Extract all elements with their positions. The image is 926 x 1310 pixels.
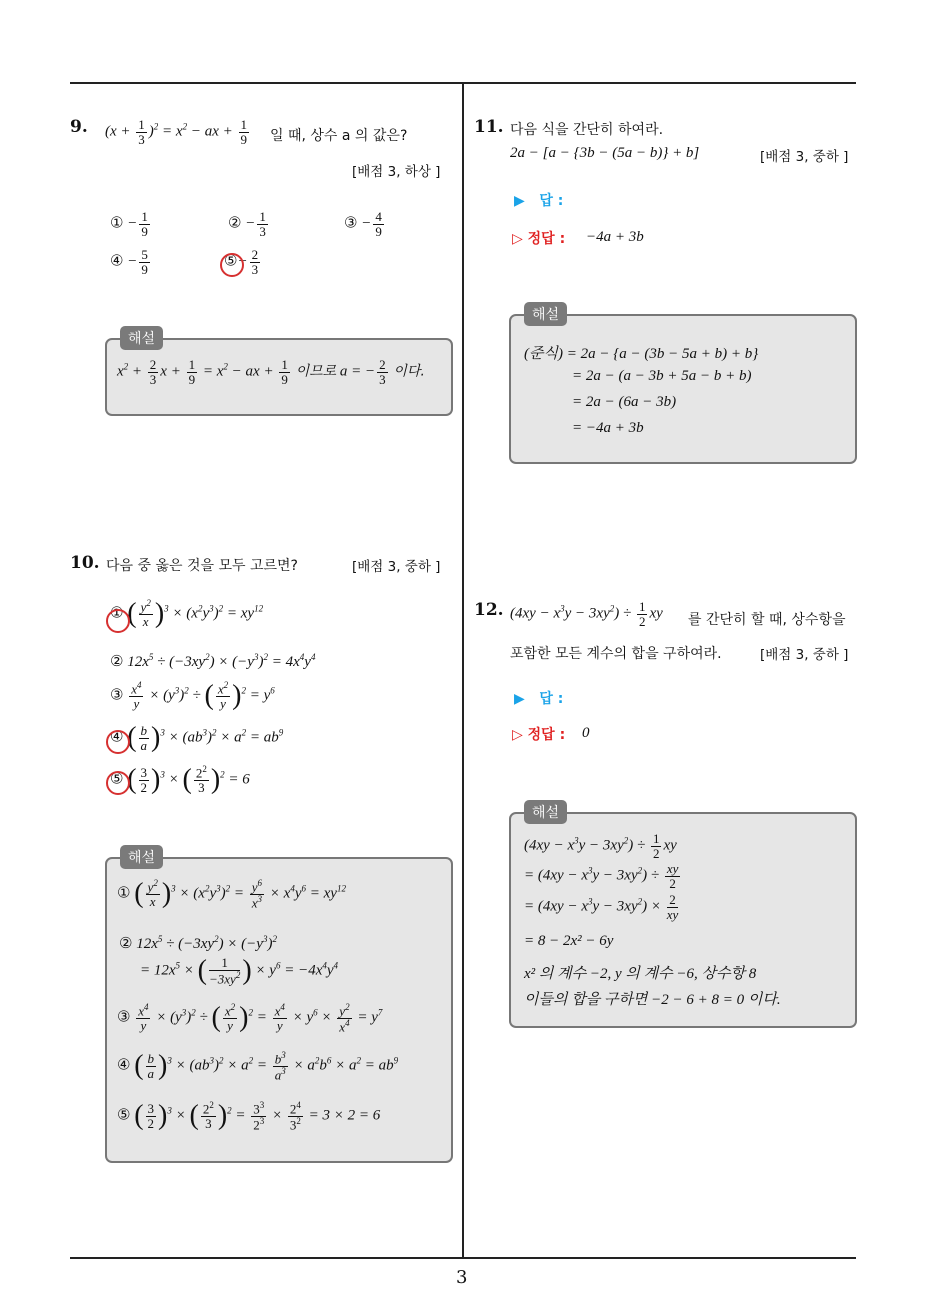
q10-explanation-tag: 해설	[120, 845, 163, 869]
q10-choice-5[interactable]: ⑤ ( $\frac{3}{2}$ )$^3$ × ( $\frac{2^2}{3}$ )$^2$ = 6	[110, 764, 250, 796]
q9-score: [배점 3, 하상 ]	[352, 164, 441, 180]
q11-explanation-box	[509, 314, 857, 464]
q11-explanation-line-3: = 2a − (6a − 3b)	[572, 394, 677, 410]
q9-choice-2[interactable]: ② − $\frac{1}{3}$	[228, 209, 266, 239]
q12-explanation-line-6: 이들의 합을 구하면 −2 − 6 + 8 = 0 이다.	[524, 992, 781, 1008]
answer-arrow-icon: ▶	[514, 691, 525, 707]
q11-number: 11.	[474, 117, 504, 137]
q9-number: 9.	[70, 117, 88, 137]
q11-correct-row	[512, 228, 565, 248]
q12-correct-label: 정답 :	[527, 727, 566, 743]
q10-selected-mark-1	[106, 609, 130, 633]
q12-number: 12.	[474, 600, 504, 620]
q10-explanation-line-3: = $12x^5$ × ( $\frac{1}{-3xy^2}$ ) × $y^6 = -4x^4y^4$	[140, 955, 339, 987]
q9-stem-math: (x + $\frac{1}{3}$ )$^2 = x^2$ − ax + $\frac{1}{9}$	[105, 117, 248, 147]
q9-stem-text: 일 때, 상수 a 의 값은?	[270, 128, 408, 144]
q11-expression: 2a − [a − {3b − (5a − b)} + b]	[510, 145, 700, 161]
q12-explanation-line-1: $(4xy - x^3y - 3xy^2)$ ÷ $\frac{1}{2}$ xy	[524, 831, 677, 861]
q10-selected-mark-5	[106, 771, 130, 795]
q12-explanation-line-5: x² 의 계수 −2, y 의 계수 −6, 상수항 8	[524, 966, 757, 982]
q10-choice-3[interactable]: ③ $\frac{x^4}{y}$ × $(y^3)^2$ ÷ ( $\frac{x^2}{y}$ )$^2 = y^6$	[110, 680, 275, 712]
q12-stem-text-1: 를 간단히 할 때, 상수항을	[688, 612, 846, 628]
q11-explanation-line-2: = 2a − (a − 3b + 5a − b + b)	[572, 368, 752, 384]
q9-choice-4[interactable]: ④ − $\frac{5}{9}$	[110, 247, 148, 277]
q10-explanation-line-1: ① ( $\frac{y^2}{x}$ )$^3 \times (x^2y^3)^2$ = $\frac{y^6}{x^3}$ × $x^4y^6 = xy^{12}$	[117, 877, 346, 910]
q11-stem-text: 다음 식을 간단히 하여라.	[510, 122, 664, 138]
column-divider	[462, 82, 464, 1258]
q10-explanation-line-6: ⑤ ( $\frac{3}{2}$ )$^3$ × ( $\frac{2^2}{3}$ )$^2$ = $\frac{3^3}{2^3}$ × $\frac{2^4}{3^2}$ = 3 × 2 = 6	[117, 1099, 381, 1132]
q12-correct-value: 0	[582, 725, 590, 741]
q11-explanation-line-1: (준식) = 2a − {a − (3b − 5a + b) + b}	[524, 346, 759, 362]
q11-correct-label: 정답 :	[527, 231, 566, 247]
q12-explanation-line-3: = $(4xy - x^3y - 3xy^2)$ × $\frac{2}{xy}$	[524, 892, 679, 922]
q10-choice-1[interactable]: ① ( $\frac{y^2}{x}$ )$^3 \times (x^2y^3)^2 = xy^{12}$	[110, 598, 264, 630]
q10-explanation-line-5: ④ ( $\frac{b}{a}$ )$^3 \times (ab^3)^2 \times a^2$ = $\frac{b^3}{a^3}$ × $a^2b^6 \times a^2 = ab^9$	[117, 1049, 399, 1082]
q10-explanation-line-2: ② $12x^5 \div (-3xy^2) \times (-y^3)^2$	[119, 934, 277, 952]
q12-explanation-line-2: = $(4xy - x^3y - 3xy^2)$ ÷ $\frac{xy}{2}$	[524, 861, 679, 891]
q12-answer-label: 답 :	[539, 691, 564, 707]
q12-score: [배점 3, 중하 ]	[760, 647, 849, 663]
q10-choice-2[interactable]: ② $12x^5 \div (-3xy^2) \times (-y^3)^2 = 4x^4y^4$	[110, 652, 316, 670]
q9-explanation-tag: 해설	[120, 326, 163, 350]
q11-score: [배점 3, 중하 ]	[760, 149, 849, 165]
q11-explanation-line-4: = −4a + 3b	[572, 420, 644, 436]
page-number: 3	[456, 1267, 468, 1288]
q10-choice-4[interactable]: ④ ( $\frac{b}{a}$ )$^3 \times (ab^3)^2 \times a^2 = ab^9$	[110, 722, 284, 753]
q12-correct-row	[512, 724, 565, 744]
q11-correct-value: −4a + 3b	[586, 229, 644, 245]
answer-arrow-icon: ▶	[514, 193, 525, 209]
q9-choice-1[interactable]: ① − $\frac{1}{9}$	[110, 209, 148, 239]
q11-answer-label: 답 :	[539, 193, 564, 209]
q12-stem-text-2: 포함한 모든 계수의 합을 구하여라.	[510, 646, 722, 662]
q12-stem-math: $(4xy - x^3y - 3xy^2)$ ÷ $\frac{1}{2}$ xy	[510, 599, 663, 629]
q10-stem-text: 다음 중 옳은 것을 모두 고르면?	[106, 558, 298, 574]
q10-selected-mark-4	[106, 730, 130, 754]
q9-explanation: $x^2$ + $\frac{2}{3}$ x + $\frac{1}{9}$ = $x^2$ − ax + $\frac{1}{9}$ 이므로 a = − $\frac{2}{3}$ 이다.	[117, 357, 425, 387]
correct-arrow-icon: ▷	[512, 727, 523, 743]
q12-answer-row	[514, 688, 563, 708]
q11-explanation-tag: 해설	[524, 302, 567, 326]
q9-choice-5[interactable]: ⑤− $\frac{2}{3}$	[224, 247, 259, 277]
q9-choice-3[interactable]: ③ − $\frac{4}{9}$	[344, 209, 382, 239]
correct-arrow-icon: ▷	[512, 231, 523, 247]
q10-explanation-line-4: ③ $\frac{x^4}{y}$ × $(y^3)^2$ ÷ ( $\frac{x^2}{y}$ )$^2$ = $\frac{x^4}{y}$ × $y^6$ × $\frac{y^2}{x^4}$ = $y^7$	[117, 1001, 383, 1034]
q9-selected-mark	[220, 253, 244, 277]
bottom-rule	[70, 1257, 856, 1259]
q10-score: [배점 3, 중하 ]	[352, 559, 441, 575]
q12-explanation-line-4: = 8 − 2x² − 6y	[524, 933, 614, 949]
q12-explanation-tag: 해설	[524, 800, 567, 824]
q11-answer-row	[514, 190, 563, 210]
q10-number: 10.	[70, 553, 100, 573]
